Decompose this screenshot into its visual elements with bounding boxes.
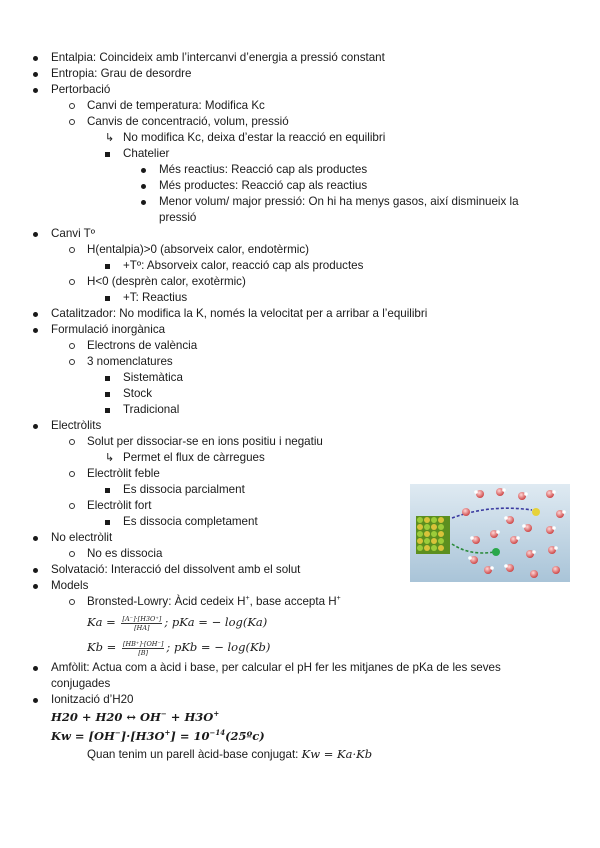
formula-kb: Kb = $\frac{[HB^+]\cdot[OH^-]}{[B]}$ ; pKb = − log(Kb) (87, 639, 271, 657)
list-item: H<0 (desprèn calor, exotèrmic) (0, 274, 600, 290)
list-item: Bronsted-Lowry: Àcid cedeix H+, base accepta H+ (0, 594, 600, 610)
ion-icon (492, 548, 500, 556)
list-item: Quan tenim un parell àcid-base conjugat: Kw = Ka·Kb (87, 747, 373, 761)
bullet-square-icon (105, 376, 110, 381)
list-item: Solvatació: Interacció del dissolvent amb el solut (0, 562, 600, 578)
list-item: Electròlit feble (0, 466, 600, 482)
bullet-square-icon (105, 296, 110, 301)
bullet-disc-icon (33, 232, 38, 237)
list-item: No electròlit (0, 530, 600, 546)
list-item: Electrons de valència (0, 338, 600, 354)
crystal-lattice-icon (416, 516, 450, 554)
list-item: Electròlit fort (0, 498, 600, 514)
bullet-disc-icon (141, 200, 146, 205)
bullet-disc-icon (33, 328, 38, 333)
list-item: ↳ Permet el flux de càrregues (105, 451, 265, 464)
list-item: +T: Reactius (0, 290, 600, 306)
bullet-disc-icon (33, 312, 38, 317)
list-item: Es dissocia completament (0, 514, 600, 530)
bullet-square-icon (105, 152, 110, 157)
bullet-circle-icon (69, 279, 75, 285)
list-item: Electròlits (0, 418, 600, 434)
bullet-circle-icon (69, 247, 75, 253)
bullet-disc-icon (33, 72, 38, 77)
list-item: Entropia: Grau de desordre (0, 66, 600, 82)
list-item: Solut per dissociar-se en ions positiu i negatiu (0, 434, 600, 450)
bullet-square-icon (105, 392, 110, 397)
bullet-circle-icon (69, 471, 75, 477)
list-item: Més reactius: Reacció cap als productes (0, 162, 600, 178)
bullet-disc-icon (141, 168, 146, 173)
list-item: Stock (0, 386, 600, 402)
bullet-square-icon (105, 488, 110, 493)
list-item: Canvi Tº (0, 226, 600, 242)
bullet-disc-icon (33, 88, 38, 93)
list-item: 3 nomenclatures (0, 354, 600, 370)
formula-ka: Ka = $\frac{[A^-]\cdot[H3O^+]}{[HA]}$ ; pKa = − log(Ka) (87, 614, 268, 632)
fraction: $\frac{[HB^+]\cdot[OH^-]}{[B]}$ (122, 639, 164, 657)
list-item: Formulació inorgànica (0, 322, 600, 338)
list-item: Entalpia: Coincideix amb l’intercanvi d’energia a pressió constant (0, 50, 600, 66)
bullet-disc-icon (33, 424, 38, 429)
list-item: Més productes: Reacció cap als reactius (0, 178, 600, 194)
bullet-circle-icon (69, 551, 75, 557)
list-item: Canvi de temperatura: Modifica Kc (0, 98, 600, 114)
formula-ionization: H20 + H20 ↔ OH− + H3O+ (51, 709, 220, 724)
list-item: No es dissocia (0, 546, 600, 562)
list-item: Canvis de concentració, volum, pressió (0, 114, 600, 130)
list-item: Models (0, 578, 600, 594)
list-item: Ionització d’H20 (0, 692, 600, 708)
list-item: H(entalpia)>0 (absorveix calor, endotèrmic) (0, 242, 600, 258)
bullet-disc-icon (33, 56, 38, 61)
bullet-circle-icon (69, 439, 75, 445)
bullet-circle-icon (69, 119, 75, 125)
bullet-circle-icon (69, 599, 75, 605)
bullet-square-icon (105, 520, 110, 525)
formula-kw: $Kw = [OH^-]\cdot[H3O^+] = 10^{-14}(25ºc)$ (51, 728, 265, 743)
list-item: Pertorbació (0, 82, 600, 98)
list-item: Amfòlit: Actua com a àcid i base, per calcular el pH fer les mitjanes de pKa de les seves (0, 660, 600, 676)
list-item: Catalitzador: No modifica la K, només la velocitat per a arribar a l’equilibri (0, 306, 600, 322)
list-item: Tradicional (0, 402, 600, 418)
bullet-disc-icon (33, 536, 38, 541)
ion-icon (532, 508, 540, 516)
bullet-disc-icon (33, 666, 38, 671)
bullet-square-icon (105, 264, 110, 269)
bullet-disc-icon (141, 184, 146, 189)
bullet-arrow-icon: ↳ (105, 132, 115, 144)
fraction: $\frac{[A^-]\cdot[H3O^+]}{[HA]}$ (122, 614, 162, 632)
list-item: Es dissocia parcialment (0, 482, 600, 498)
list-item-continuation: conjugades (51, 677, 111, 690)
list-item-continuation: pressió (159, 211, 197, 224)
bullet-circle-icon (69, 503, 75, 509)
solvation-illustration (410, 484, 570, 582)
bullet-circle-icon (69, 343, 75, 349)
bullet-square-icon (105, 408, 110, 413)
list-item: Sistemàtica (0, 370, 600, 386)
bullet-disc-icon (33, 584, 38, 589)
list-item: Menor volum/ major pressió: On hi ha menys gasos, així disminueix la (0, 194, 600, 210)
bullet-arrow-icon: ↳ (105, 452, 115, 464)
list-item: Chatelier (0, 146, 600, 162)
bullet-disc-icon (33, 568, 38, 573)
bullet-disc-icon (33, 698, 38, 703)
notes-page (0, 50, 600, 762)
list-item: +Tº: Absorveix calor, reacció cap als productes (0, 258, 600, 274)
list-item: ↳ No modifica Kc, deixa d’estar la reacció en equilibri (105, 131, 386, 144)
bullet-circle-icon (69, 103, 75, 109)
bullet-circle-icon (69, 359, 75, 365)
